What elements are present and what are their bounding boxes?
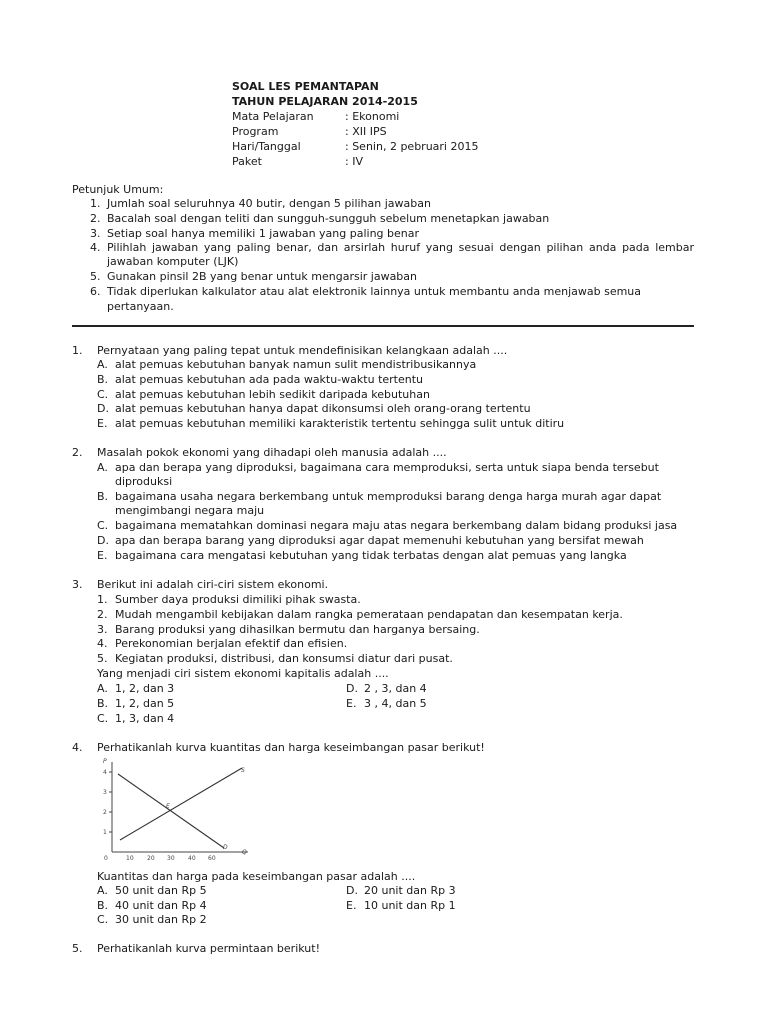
instruction-text: Jumlah soal seluruhnya 40 butir, dengan 5 pilihan jawaban — [107, 197, 431, 210]
question-text: Pernyataan yang paling tepat untuk mendefinisikan kelangkaan adalah .... — [97, 344, 508, 357]
x-tick-label: 0 — [104, 855, 108, 862]
question-number: 1. — [72, 344, 83, 357]
list-number: 5. — [97, 652, 108, 665]
instruction-number: 5. — [90, 270, 101, 283]
field-label-date: Hari/Tanggal — [232, 140, 301, 153]
question-number: 5. — [72, 942, 83, 955]
option-letter: D. — [346, 682, 358, 695]
question-text: Perhatikanlah kurva permintaan berikut! — [97, 942, 320, 955]
option-text-cont: diproduksi — [115, 475, 173, 488]
option-letter: E. — [346, 697, 357, 710]
list-item: Perekonomian berjalan efektif dan efisien. — [115, 637, 348, 650]
question-prompt: Yang menjadi ciri sistem ekonomi kapitalis adalah .... — [97, 667, 389, 680]
question-text: Berikut ini adalah ciri-ciri sistem ekonomi. — [97, 578, 329, 591]
list-item: Sumber daya produksi dimiliki pihak swasta. — [115, 593, 361, 606]
y-tick-label: 4 — [103, 769, 107, 776]
y-tick-label: 3 — [103, 789, 107, 796]
divider — [72, 325, 694, 327]
option-text: 1, 3, dan 4 — [115, 712, 175, 725]
option-text: apa dan berapa yang diproduksi, bagaimana cara memproduksi, serta untuk siapa benda tersebut — [115, 461, 659, 474]
instruction-text: Gunakan pinsil 2B yang benar untuk mengarsir jawaban — [107, 270, 417, 283]
instruction-text: Bacalah soal dengan teliti dan sungguh-sungguh sebelum menetapkan jawaban — [107, 212, 550, 225]
option-letter: C. — [97, 388, 109, 401]
instruction-number: 6. — [90, 285, 101, 298]
option-letter: B. — [97, 490, 109, 503]
x-axis-label: Q — [242, 849, 247, 856]
instruction-number: 3. — [90, 227, 101, 240]
question-text: Perhatikanlah kurva kuantitas dan harga keseimbangan pasar berikut! — [97, 741, 485, 754]
list-item: Mudah mengambil kebijakan dalam rangka pemerataan pendapatan dan kesempatan kerja. — [115, 608, 623, 621]
option-text: alat pemuas kebutuhan hanya dapat dikonsumsi oleh orang-orang tertentu — [115, 402, 531, 415]
option-letter: B. — [97, 373, 109, 386]
option-text: bagaimana cara mengatasi kebutuhan yang tidak terbatas dengan alat pemuas yang langka — [115, 549, 627, 562]
instructions-heading: Petunjuk Umum: — [72, 183, 164, 196]
question-number: 4. — [72, 741, 83, 754]
option-text: 1, 2, dan 5 — [115, 697, 175, 710]
instruction-text-cont: pertanyaan. — [107, 300, 174, 313]
instruction-number: 4. — [90, 241, 101, 254]
instruction-text-cont: jawaban komputer (LJK) — [107, 255, 239, 268]
option-text: alat pemuas kebutuhan ada pada waktu-waktu tertentu — [115, 373, 424, 386]
option-text: 1, 2, dan 3 — [115, 682, 175, 695]
instruction-number: 1. — [90, 197, 101, 210]
field-value-subject: : Ekonomi — [345, 110, 400, 123]
list-number: 1. — [97, 593, 108, 606]
field-label-subject: Mata Pelajaran — [232, 110, 314, 123]
option-letter: E. — [97, 549, 108, 562]
option-letter: C. — [97, 519, 109, 532]
doc-subtitle: TAHUN PELAJARAN 2014-2015 — [232, 95, 418, 108]
supply-demand-graph — [96, 754, 256, 864]
demand-curve — [118, 774, 224, 848]
option-letter: E. — [346, 899, 357, 912]
doc-title: SOAL LES PEMANTAPAN — [232, 80, 379, 93]
list-item: Barang produksi yang dihasilkan bermutu dan harganya bersaing. — [115, 623, 480, 636]
option-text: apa dan berapa barang yang diproduksi agar dapat memenuhi kebutuhan yang bersifat mewah — [115, 534, 644, 547]
list-number: 3. — [97, 623, 108, 636]
field-value-date: : Senin, 2 pebruari 2015 — [345, 140, 479, 153]
option-text: 10 unit dan Rp 1 — [364, 899, 456, 912]
option-text-cont: mengimbangi negara maju — [115, 504, 265, 517]
instruction-text: Setiap soal hanya memiliki 1 jawaban yang paling benar — [107, 227, 420, 240]
option-letter: C. — [97, 913, 109, 926]
question-prompt: Kuantitas dan harga pada keseimbangan pasar adalah .... — [97, 870, 416, 883]
option-text: 3 , 4, dan 5 — [364, 697, 427, 710]
option-letter: B. — [97, 697, 109, 710]
instruction-text: Tidak diperlukan kalkulator atau alat elektronik lainnya untuk membantu anda menjawab semua — [107, 285, 642, 298]
question-text: Masalah pokok ekonomi yang dihadapi oleh manusia adalah .... — [97, 446, 447, 459]
option-letter: A. — [97, 461, 108, 474]
option-letter: C. — [97, 712, 109, 725]
option-text: 30 unit dan Rp 2 — [115, 913, 207, 926]
y-axis-label: P — [103, 758, 107, 765]
instruction-text: Pilihlah jawaban yang paling benar, dan arsirlah huruf yang sesuai dengan pilihan anda pada lembar — [107, 241, 694, 254]
x-tick-label: 20 — [147, 855, 155, 862]
option-text: alat pemuas kebutuhan banyak namun sulit mendistribusikannya — [115, 358, 477, 371]
option-text: bagaimana usaha negara berkembang untuk memproduksi barang denga harga murah agar dapat — [115, 490, 662, 503]
option-letter: A. — [97, 682, 108, 695]
option-letter: E. — [97, 417, 108, 430]
option-text: 50 unit dan Rp 5 — [115, 884, 207, 897]
option-letter: A. — [97, 358, 108, 371]
option-letter: A. — [97, 884, 108, 897]
y-tick-label: 1 — [103, 829, 107, 836]
supply-label: S — [241, 767, 245, 774]
demand-label: D — [223, 844, 228, 851]
question-number: 2. — [72, 446, 83, 459]
list-number: 2. — [97, 608, 108, 621]
y-tick-label: 2 — [103, 809, 107, 816]
option-text: alat pemuas kebutuhan lebih sedikit daripada kebutuhan — [115, 388, 430, 401]
option-text: bagaimana mematahkan dominasi negara maju atas negara berkembang dalam bidang produksi jasa — [115, 519, 678, 532]
instruction-number: 2. — [90, 212, 101, 225]
list-number: 4. — [97, 637, 108, 650]
equilibrium-label: E — [166, 803, 170, 810]
field-value-program: : XII IPS — [345, 125, 387, 138]
field-value-package: : IV — [345, 155, 363, 168]
field-label-package: Paket — [232, 155, 262, 168]
field-label-program: Program — [232, 125, 279, 138]
supply-curve — [120, 768, 242, 840]
x-tick-label: 40 — [188, 855, 196, 862]
list-item: Kegiatan produksi, distribusi, dan konsumsi diatur dari pusat. — [115, 652, 453, 665]
option-letter: D. — [346, 884, 358, 897]
option-letter: B. — [97, 899, 109, 912]
question-number: 3. — [72, 578, 83, 591]
x-tick-label: 30 — [167, 855, 175, 862]
x-tick-label: 10 — [126, 855, 134, 862]
option-letter: D. — [97, 534, 109, 547]
option-letter: D. — [97, 402, 109, 415]
x-tick-label: 60 — [208, 855, 216, 862]
option-text: alat pemuas kebutuhan memiliki karakteristik tertentu sehingga sulit untuk ditiru — [115, 417, 565, 430]
option-text: 2 , 3, dan 4 — [364, 682, 427, 695]
option-text: 40 unit dan Rp 4 — [115, 899, 207, 912]
option-text: 20 unit dan Rp 3 — [364, 884, 456, 897]
